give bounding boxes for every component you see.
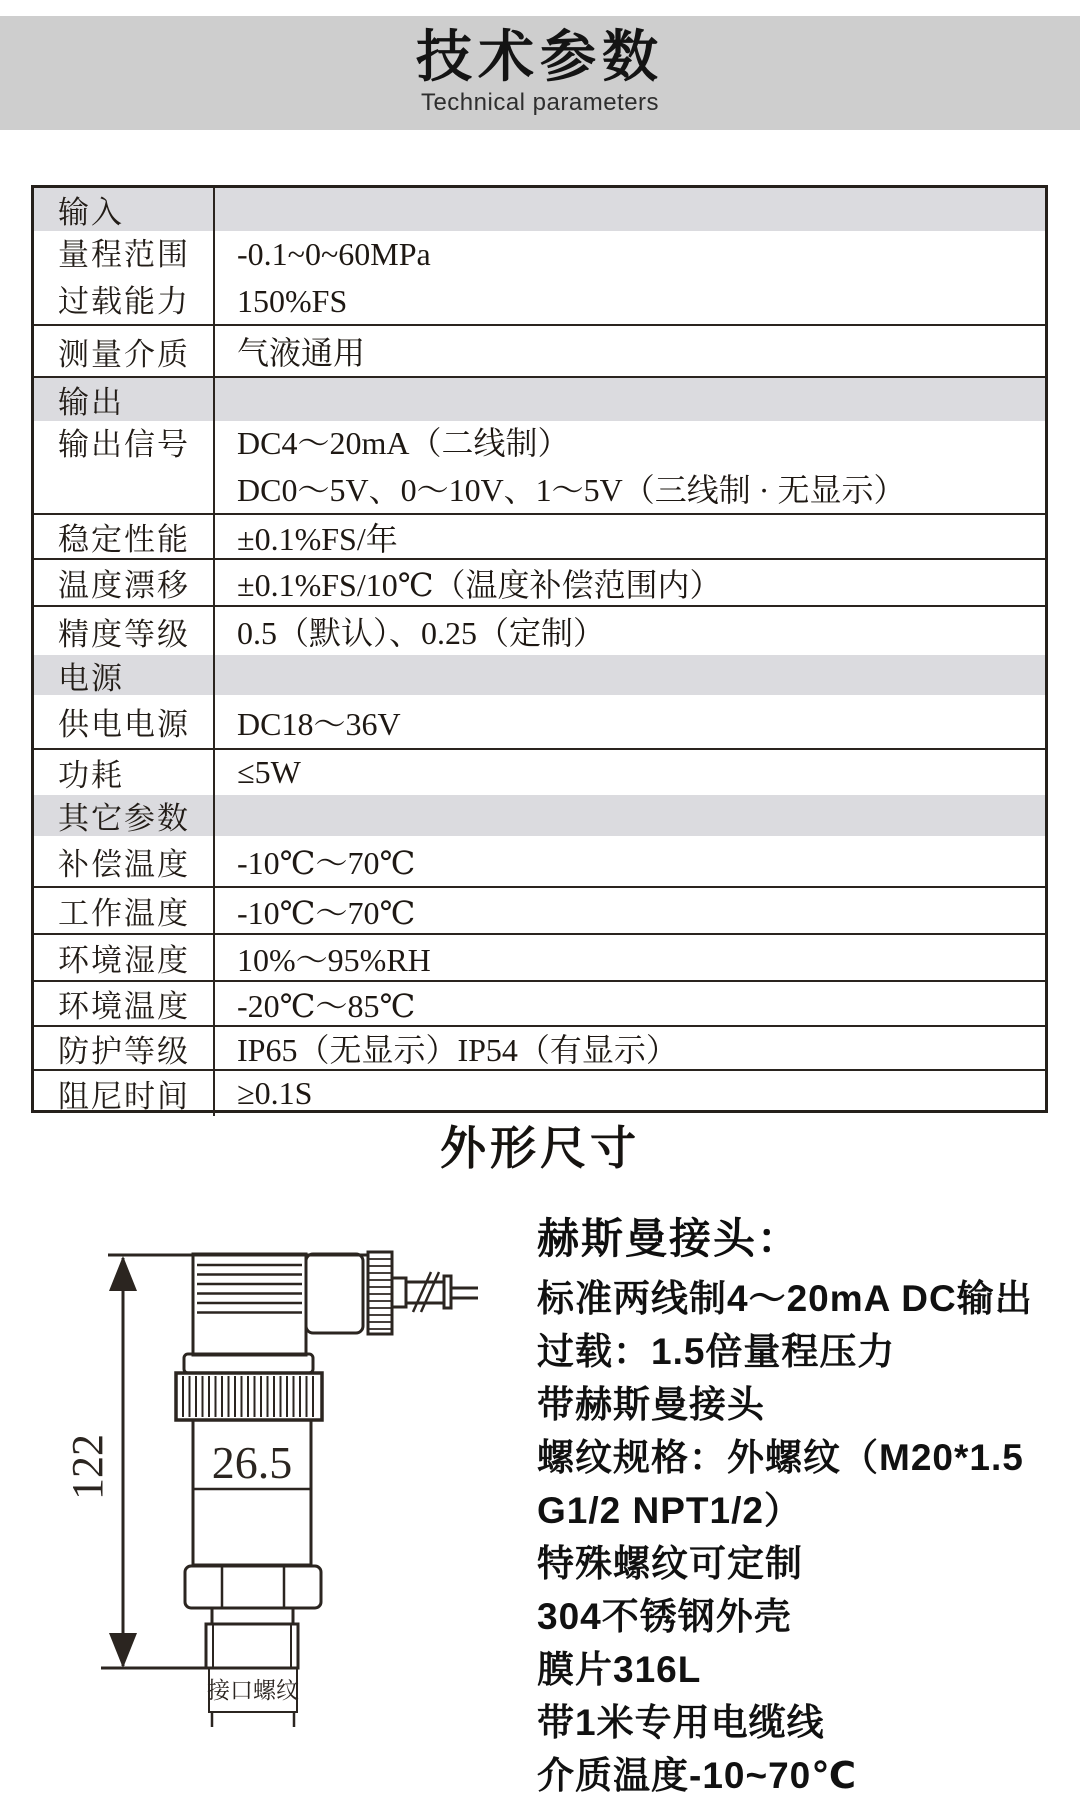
table-section-row <box>34 188 1045 231</box>
row-label: 输入 <box>34 188 215 231</box>
knurled-ring <box>176 1354 322 1420</box>
row-value: ≤5W <box>237 754 301 790</box>
cable-nut <box>368 1252 392 1334</box>
spec-line: 304不锈钢外壳 <box>537 1596 792 1637</box>
row-label: 功耗 <box>34 750 215 795</box>
row-label: 供电电源 <box>34 695 215 748</box>
table-row <box>34 421 1045 515</box>
connector-spec-block <box>537 1212 1077 1801</box>
row-label: 输出 <box>34 378 215 421</box>
row-value: -0.1~0~60MPa 150%FS <box>237 235 431 319</box>
row-value: ±0.1%FS/10℃（温度补偿范围内） <box>237 566 722 603</box>
table-row <box>34 982 1045 1027</box>
hirschmann-connector <box>193 1254 363 1355</box>
row-value: 0.5（默认）、0.25（定制） <box>237 615 606 651</box>
row-label: 电源 <box>34 655 215 695</box>
table-section-row <box>34 378 1045 421</box>
row-label: 量程范围 过载能力 <box>34 231 215 324</box>
table-row <box>34 1071 1045 1116</box>
row-value <box>215 188 1045 231</box>
row-value: -10℃～70℃ <box>237 845 416 881</box>
table-row <box>34 750 1045 795</box>
row-value: 10%～95%RH <box>237 941 431 978</box>
row-value: IP65（无显示）IP54（有显示） <box>237 1032 678 1068</box>
dimension-label-122: 122 <box>63 1434 112 1500</box>
spec-line: 过载：1.5倍量程压力 <box>537 1331 896 1372</box>
row-label: 防护等级 <box>34 1027 215 1069</box>
device-drawing <box>55 1240 515 1740</box>
spec-line: 带赫斯曼接头 <box>537 1384 765 1425</box>
table-row <box>34 695 1045 750</box>
row-value <box>215 655 1045 695</box>
row-label: 环境湿度 <box>34 935 215 980</box>
row-value <box>215 795 1045 836</box>
row-value: -10℃～70℃ <box>237 894 416 931</box>
spec-line: 特殊螺纹可定制 <box>537 1543 803 1584</box>
row-label: 精度等级 <box>34 607 215 655</box>
row-value <box>215 378 1045 421</box>
connector-spec-lines <box>537 1272 1077 1801</box>
dimension-label-26-5: 26.5 <box>211 1437 293 1488</box>
table-section-row <box>34 795 1045 836</box>
page-subtitle: Technical parameters <box>420 89 660 116</box>
spec-line: 带1米专用电缆线 <box>537 1702 825 1743</box>
row-value: ≥0.1S <box>237 1075 313 1111</box>
table-row <box>34 836 1045 888</box>
row-label: 环境温度 <box>34 982 215 1025</box>
row-label: 输出信号 <box>34 421 215 513</box>
thread-stub <box>206 1608 298 1668</box>
table-row <box>34 560 1045 607</box>
spec-line: 膜片316L <box>537 1649 702 1690</box>
connector-spec-heading: 赫斯曼接头： <box>537 1215 802 1262</box>
spec-line: 标准两线制4～20mA DC输出 <box>537 1278 1033 1319</box>
row-label: 补偿温度 <box>34 836 215 886</box>
row-value: DC4～20mA（二线制） DC0～5V、0～10V、1～5V（三线制 · 无显示） <box>237 425 906 508</box>
table-section-row <box>34 655 1045 695</box>
thread-label: 接口螺纹 <box>207 1678 299 1703</box>
row-label: 温度漂移 <box>34 560 215 605</box>
row-value: -20℃～85℃ <box>237 987 416 1024</box>
row-value: DC18～36V <box>237 705 401 742</box>
row-label: 稳定性能 <box>34 515 215 558</box>
page-title: 技术参数 <box>416 25 664 88</box>
table-row <box>34 607 1045 655</box>
table-row <box>34 935 1045 982</box>
table-row <box>34 888 1045 935</box>
banner <box>0 16 1080 130</box>
spec-line: G1/2 NPT1/2） <box>537 1490 802 1531</box>
table-row <box>34 326 1045 378</box>
hex-nut <box>185 1566 321 1608</box>
cable <box>392 1272 478 1312</box>
row-label: 其它参数 <box>34 795 215 836</box>
row-value: 气液通用 <box>237 335 366 371</box>
outline-dimensions-title: 外形尺寸 <box>440 1122 640 1174</box>
row-label: 测量介质 <box>34 326 215 376</box>
table-row <box>34 1027 1045 1071</box>
parameters-table <box>31 185 1048 1113</box>
row-label: 工作温度 <box>34 888 215 933</box>
spec-line: 螺纹规格：外螺纹（M20*1.5 <box>537 1437 1024 1478</box>
table-row <box>34 515 1045 560</box>
row-label: 阻尼时间 <box>34 1071 215 1116</box>
spec-line: 介质温度-10~70℃ <box>537 1755 858 1796</box>
table-row <box>34 231 1045 326</box>
row-value: ±0.1%FS/年 <box>237 520 398 557</box>
